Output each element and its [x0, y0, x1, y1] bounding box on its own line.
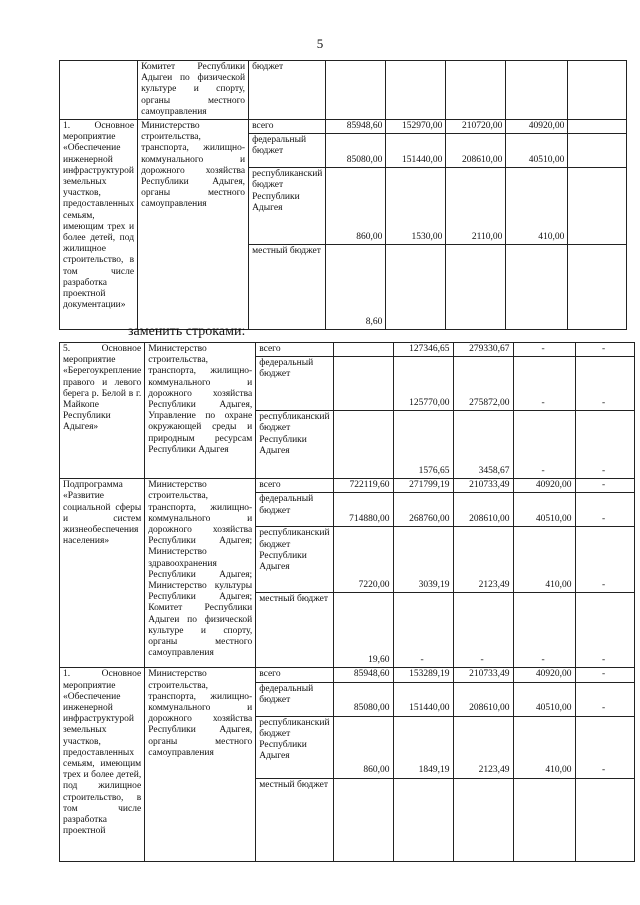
budget-source-cell: федеральный бюджет	[256, 357, 333, 411]
amount-cell	[386, 61, 446, 120]
amount-cell: -	[575, 411, 634, 479]
amount-cell: 85080,00	[326, 134, 386, 168]
amount-cell: 410,00	[506, 168, 568, 245]
amount-cell: -	[575, 357, 634, 411]
budget-source-cell: республиканский бюджет Республики Адыгея	[249, 168, 326, 245]
amount-cell: 1849,19	[393, 716, 453, 778]
amount-cell: 275872,00	[453, 357, 513, 411]
amount-cell: 268760,00	[393, 493, 453, 527]
measure-cell: Подпрограмма «Развитие социальной сферы и систем жизнеобеспечения населения»	[60, 479, 145, 668]
amount-cell: 279330,67	[453, 343, 513, 357]
page-number: 5	[316, 36, 324, 51]
amount-cell: 2110,00	[446, 168, 506, 245]
amount-cell: 1576,65	[393, 411, 453, 479]
amount-cell: -	[513, 411, 575, 479]
amount-cell: -	[575, 527, 634, 593]
amount-cell: 210733,49	[453, 479, 513, 493]
table-row	[60, 61, 627, 120]
amount-cell: 40920,00	[513, 668, 575, 682]
budget-source-cell: федеральный бюджет	[256, 682, 333, 716]
amount-cell: 3039,19	[393, 527, 453, 593]
amount-cell: 714880,00	[333, 493, 393, 527]
budget-table-bottom	[59, 342, 635, 862]
amount-cell: -	[575, 593, 634, 668]
amount-cell: 40510,00	[506, 134, 568, 168]
amount-cell: -	[575, 716, 634, 778]
amount-cell	[568, 61, 627, 120]
budget-table-top	[59, 60, 627, 330]
amount-cell	[453, 778, 513, 861]
budget-source-cell: местный бюджет	[256, 778, 333, 861]
amount-cell	[568, 245, 627, 330]
amount-cell	[326, 61, 386, 120]
amount-cell: 151440,00	[393, 682, 453, 716]
amount-cell: 410,00	[513, 527, 575, 593]
replace-caption: заменить строками:	[128, 324, 246, 339]
amount-cell	[568, 168, 627, 245]
amount-cell: 19,60	[333, 593, 393, 668]
budget-source-cell: местный бюджет	[249, 245, 326, 330]
amount-cell: 85080,00	[333, 682, 393, 716]
budget-source-cell: всего	[256, 343, 333, 357]
amount-cell	[333, 411, 393, 479]
amount-cell: 2123,49	[453, 527, 513, 593]
amount-cell	[333, 357, 393, 411]
executor-cell: Комитет Республики Адыгеи по физической культуре и спорту, органы местного самоуправления	[138, 61, 249, 120]
measure-cell: 1. Основное мероприятие «Обеспечение инженерной инфраструктурой земельных участков, предоставленных семьям, имеющим трех и более детей, под жилищное строительство, в том числе разработка проектной документации»	[60, 120, 138, 330]
executor-cell: Министерство строительства, транспорта, жилищно-коммунального и дорожного хозяйства Республики Адыгея, органы местного самоуправления	[145, 668, 256, 861]
amount-cell	[333, 778, 393, 861]
table-row	[60, 668, 635, 682]
budget-source-cell: республиканский бюджет Республики Адыгея	[256, 527, 333, 593]
amount-cell: 8,60	[326, 245, 386, 330]
amount-cell: -	[575, 668, 634, 682]
amount-cell: 722119,60	[333, 479, 393, 493]
amount-cell: -	[575, 479, 634, 493]
amount-cell: 153289,19	[393, 668, 453, 682]
amount-cell: -	[453, 593, 513, 668]
amount-cell: 208610,00	[446, 134, 506, 168]
measure-cell: 5. Основное мероприятие «Берегоукрепление правого и левого берега р. Белой в г. Майкопе Республики Адыгея»	[60, 343, 145, 479]
amount-cell: -	[575, 343, 634, 357]
amount-cell: 3458,67	[453, 411, 513, 479]
amount-cell	[506, 245, 568, 330]
executor-cell: Министерство строительства, транспорта, жилищно-коммунального и дорожного хозяйства Республики Адыгея, органы местного самоуправления	[138, 120, 249, 330]
amount-cell: -	[513, 593, 575, 668]
amount-cell	[568, 120, 627, 134]
budget-source-cell: федеральный бюджет	[249, 134, 326, 168]
budget-source-cell: всего	[256, 668, 333, 682]
amount-cell: 208610,00	[453, 682, 513, 716]
amount-cell: 85948,60	[333, 668, 393, 682]
table-row	[60, 120, 627, 134]
amount-cell: -	[575, 682, 634, 716]
measure-cell	[60, 61, 138, 120]
amount-cell: -	[393, 593, 453, 668]
amount-cell: 151440,00	[386, 134, 446, 168]
amount-cell: 210720,00	[446, 120, 506, 134]
budget-source-cell: всего	[249, 120, 326, 134]
table-row	[60, 343, 635, 357]
amount-cell	[506, 61, 568, 120]
amount-cell	[446, 61, 506, 120]
amount-cell: 125770,00	[393, 357, 453, 411]
budget-source-cell: республиканский бюджет Республики Адыгея	[256, 716, 333, 778]
amount-cell: 271799,19	[393, 479, 453, 493]
amount-cell: -	[513, 343, 575, 357]
amount-cell	[575, 778, 634, 861]
amount-cell: 7220,00	[333, 527, 393, 593]
executor-cell: Министерство строительства, транспорта, жилищно-коммунального и дорожного хозяйства Республики Адыгея; Министерство здравоохранения Республики Адыгея; Министерство культуры Республики Адыгея; Комитет Республики Адыгеи по физической культуре и спорту, органы местного самоуправления	[145, 479, 256, 668]
budget-source-cell: республиканский бюджет Республики Адыгея	[256, 411, 333, 479]
amount-cell: 208610,00	[453, 493, 513, 527]
amount-cell: 85948,60	[326, 120, 386, 134]
amount-cell	[568, 134, 627, 168]
amount-cell: 860,00	[333, 716, 393, 778]
amount-cell: 152970,00	[386, 120, 446, 134]
budget-source-cell: федеральный бюджет	[256, 493, 333, 527]
budget-source-cell: бюджет	[249, 61, 326, 120]
amount-cell: 40510,00	[513, 493, 575, 527]
table-row	[60, 479, 635, 493]
amount-cell	[393, 778, 453, 861]
amount-cell	[446, 245, 506, 330]
amount-cell: -	[513, 357, 575, 411]
amount-cell: 40920,00	[506, 120, 568, 134]
amount-cell: 40920,00	[513, 479, 575, 493]
amount-cell: 860,00	[326, 168, 386, 245]
budget-source-cell: местный бюджет	[256, 593, 333, 668]
amount-cell: 127346,65	[393, 343, 453, 357]
executor-cell: Министерство строительства, транспорта, жилищно-коммунального и дорожного хозяйства Республики Адыгея, Управление по охране окружающей среды и природным ресурсам Республики Адыгея	[145, 343, 256, 479]
amount-cell: 410,00	[513, 716, 575, 778]
budget-source-cell: всего	[256, 479, 333, 493]
amount-cell: 2123,49	[453, 716, 513, 778]
amount-cell	[333, 343, 393, 357]
amount-cell: 40510,00	[513, 682, 575, 716]
amount-cell	[513, 778, 575, 861]
measure-cell: 1. Основное мероприятие «Обеспечение инженерной инфраструктурой земельных участков, предоставленных семьям, имеющим трех и более детей, под жилищное строительство, в том числе разработка проектной	[60, 668, 145, 861]
amount-cell	[386, 245, 446, 330]
amount-cell: 210733,49	[453, 668, 513, 682]
amount-cell: 1530,00	[386, 168, 446, 245]
amount-cell: -	[575, 493, 634, 527]
